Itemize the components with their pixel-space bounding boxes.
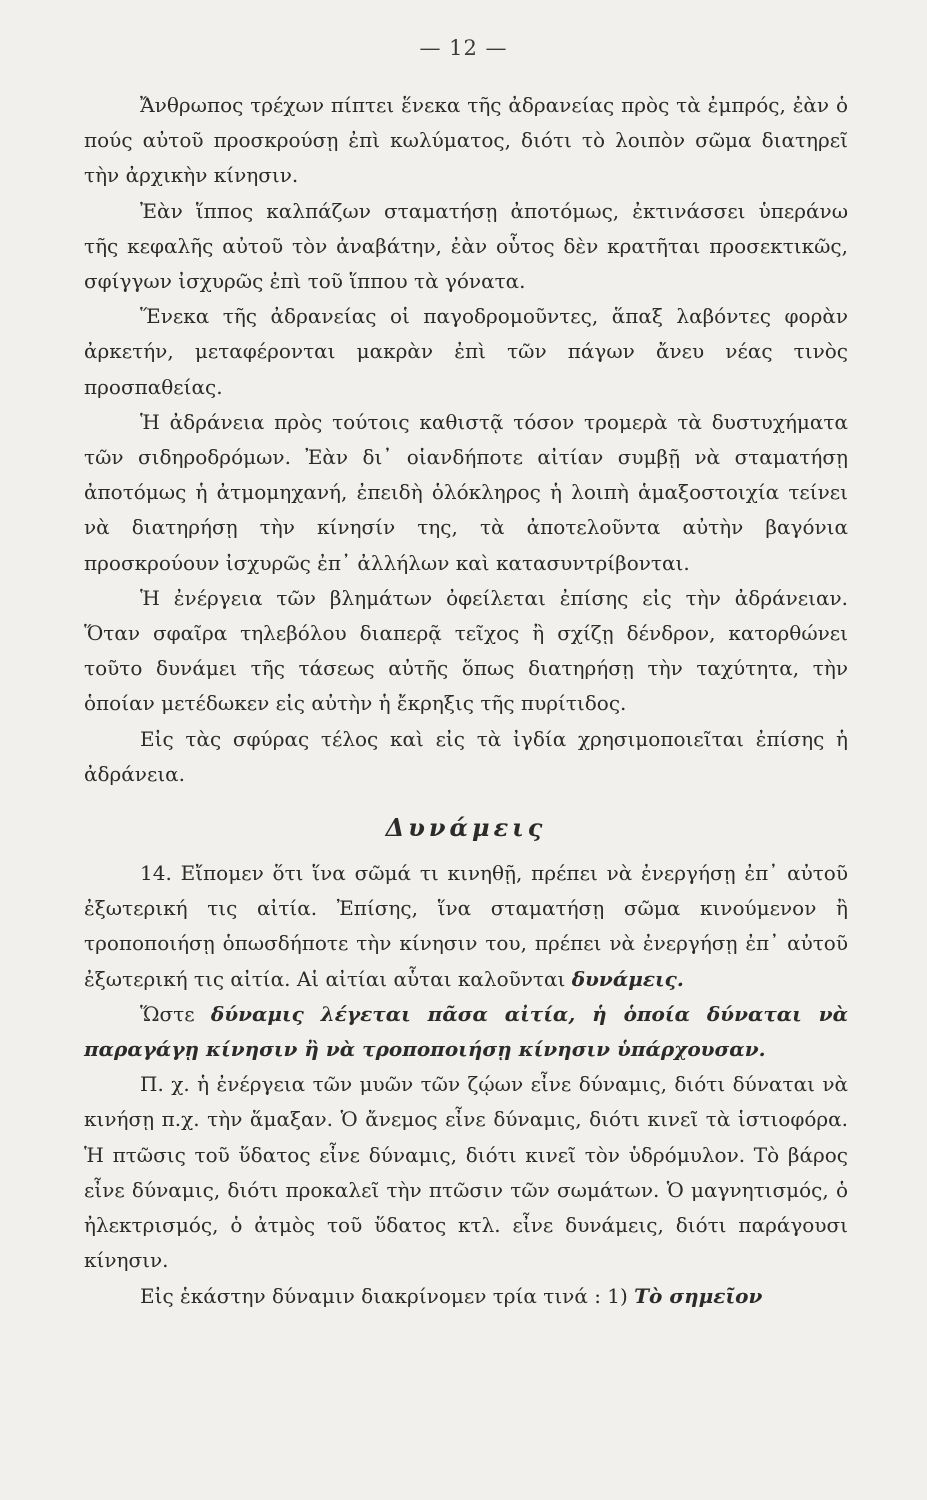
term-point: Τὸ σημεῖον xyxy=(634,1283,763,1308)
paragraph-railway-accidents: Ἡ ἀδράνεια πρὸς τούτοις καθιστᾷ τόσον τρομερὰ τὰ δυστυχήματα τῶν σιδηροδρόμων. Ἐὰν δι᾽ οἱανδήποτε αἰτίαν συμβῇ νὰ σταματήσῃ ἀποτόμως ἡ ἀτμομηχανή, ἐπειδὴ ὁλόκληρος ἡ λοιπὴ ἁμαξοστοιχία τείνει νὰ διατηρήσῃ τὴν κίνησίν της, τὰ ἀποτελοῦντα αὐτὴν βαγόνια προσκρούουν ἰσχυρῶς ἐπ᾽ ἀλλήλων καὶ κατασυντρίβονται. xyxy=(84,409,848,575)
paragraph-hammers: Εἰς τὰς σφύρας τέλος καὶ εἰς τὰ ἰγδία χρησιμοποιεῖται ἐπίσης ἡ ἀδράνεια. xyxy=(84,726,848,786)
body-text xyxy=(84,88,848,1314)
force-elements-text: Εἰς ἑκάστην δύναμιν διακρίνομεν τρία τινά : 1) xyxy=(140,1283,635,1308)
force-definition: δύναμις λέγεται πᾶσα αἰτία, ἡ ὁποία δύναται νὰ παραγάγῃ κίνησιν ἢ νὰ τροποποιήσῃ κίνησιν ὑπάρχουσαν. xyxy=(84,1001,849,1062)
page-number: — 12 — xyxy=(419,36,508,60)
definition-lead: Ὥστε xyxy=(140,1001,211,1026)
paragraph-projectiles: Ἡ ἐνέργεια τῶν βλημάτων ὀφείλεται ἐπίσης εἰς τὴν ἀδράνειαν. Ὅταν σφαῖρα τηλεβόλου διαπερᾷ τεῖχος ἢ σχίζῃ δένδρον, κατορθώνει τοῦτο δυνάμει τῆς τάσεως αὐτῆς ὅπως διατηρήσῃ τὴν ταχύτητα, τὴν ὁποίαν μετέδωκεν εἰς αὐτὴν ἡ ἔκρηξις τῆς πυρίτιδος. xyxy=(84,585,848,716)
paragraph-force-elements xyxy=(84,1279,848,1314)
section-heading: Δυνάμεις xyxy=(385,813,547,843)
paragraph-running-man: Ἄνθρωπος τρέχων πίπτει ἕνεκα τῆς ἀδρανείας πρὸς τὰ ἐμπρός, ἐὰν ὁ πούς αὐτοῦ προσκρούσῃ ἐπὶ κωλύματος, διότι τὸ λοιπὸν σῶμα διατηρεῖ τὴν ἀρχικὴν κίνησιν. xyxy=(84,93,848,188)
term-forces: δυνάμεις. xyxy=(571,966,684,991)
forces-intro-text: 14. Εἴπομεν ὅτι ἵνα σῶμά τι κινηθῇ, πρέπει νὰ ἐνεργήσῃ ἐπ᾽ αὐτοῦ ἐξωτερική τις αἰτία. Ἐπίσης, ἵνα σταματήσῃ σῶμα κινούμενον ἢ τροποποιήσῃ ὁπωσδήποτε τὴν κίνησιν του, πρέπει νὰ ἐνεργήσῃ ἐπ᾽ αὐτοῦ ἐξωτερική τις αἰτία. Αἱ αἰτίαι αὗται καλοῦνται xyxy=(84,861,848,991)
paragraph-skaters: Ἕνεκα τῆς ἀδρανείας οἱ παγοδρομοῦντες, ἅπαξ λαβόντες φορὰν ἀρκετήν, μεταφέρονται μακρὰν ἐπὶ τῶν πάγων ἄνευ νέας τινὸς προσπαθείας. xyxy=(84,304,848,399)
paragraph-force-definition xyxy=(84,997,848,1067)
paragraph-forces-intro xyxy=(84,856,848,997)
paragraph-force-examples: Π. χ. ἡ ἐνέργεια τῶν μυῶν τῶν ζῴων εἶνε δύναμις, διότι δύναται νὰ κινήσῃ π.χ. τὴν ἅμαξαν. Ὁ ἄνεμος εἶνε δύναμις, διότι κινεῖ τὰ ἱστιοφόρα. Ἡ πτῶσις τοῦ ὕδατος εἶνε δύναμις, διότι κινεῖ τὸν ὑδρόμυλον. Τὸ βάρος εἶνε δύναμις, διότι προκαλεῖ τὴν πτῶσιν τῶν σωμάτων. Ὁ μαγνητισμός, ὁ ἠλεκτρισμός, ὁ ἀτμὸς τοῦ ὕδατος κτλ. εἶνε δυνάμεις, διότι παράγουσι κίνησιν. xyxy=(84,1072,848,1273)
paragraph-galloping-horse: Ἐὰν ἵππος καλπάζων σταματήσῃ ἀποτόμως, ἐκτινάσσει ὑπεράνω τῆς κεφαλῆς αὐτοῦ τὸν ἀναβάτην, ἐὰν οὗτος δὲν κρατῆται προσεκτικῶς, σφίγγων ἰσχυρῶς ἐπὶ τοῦ ἵππου τὰ γόνατα. xyxy=(84,198,848,294)
